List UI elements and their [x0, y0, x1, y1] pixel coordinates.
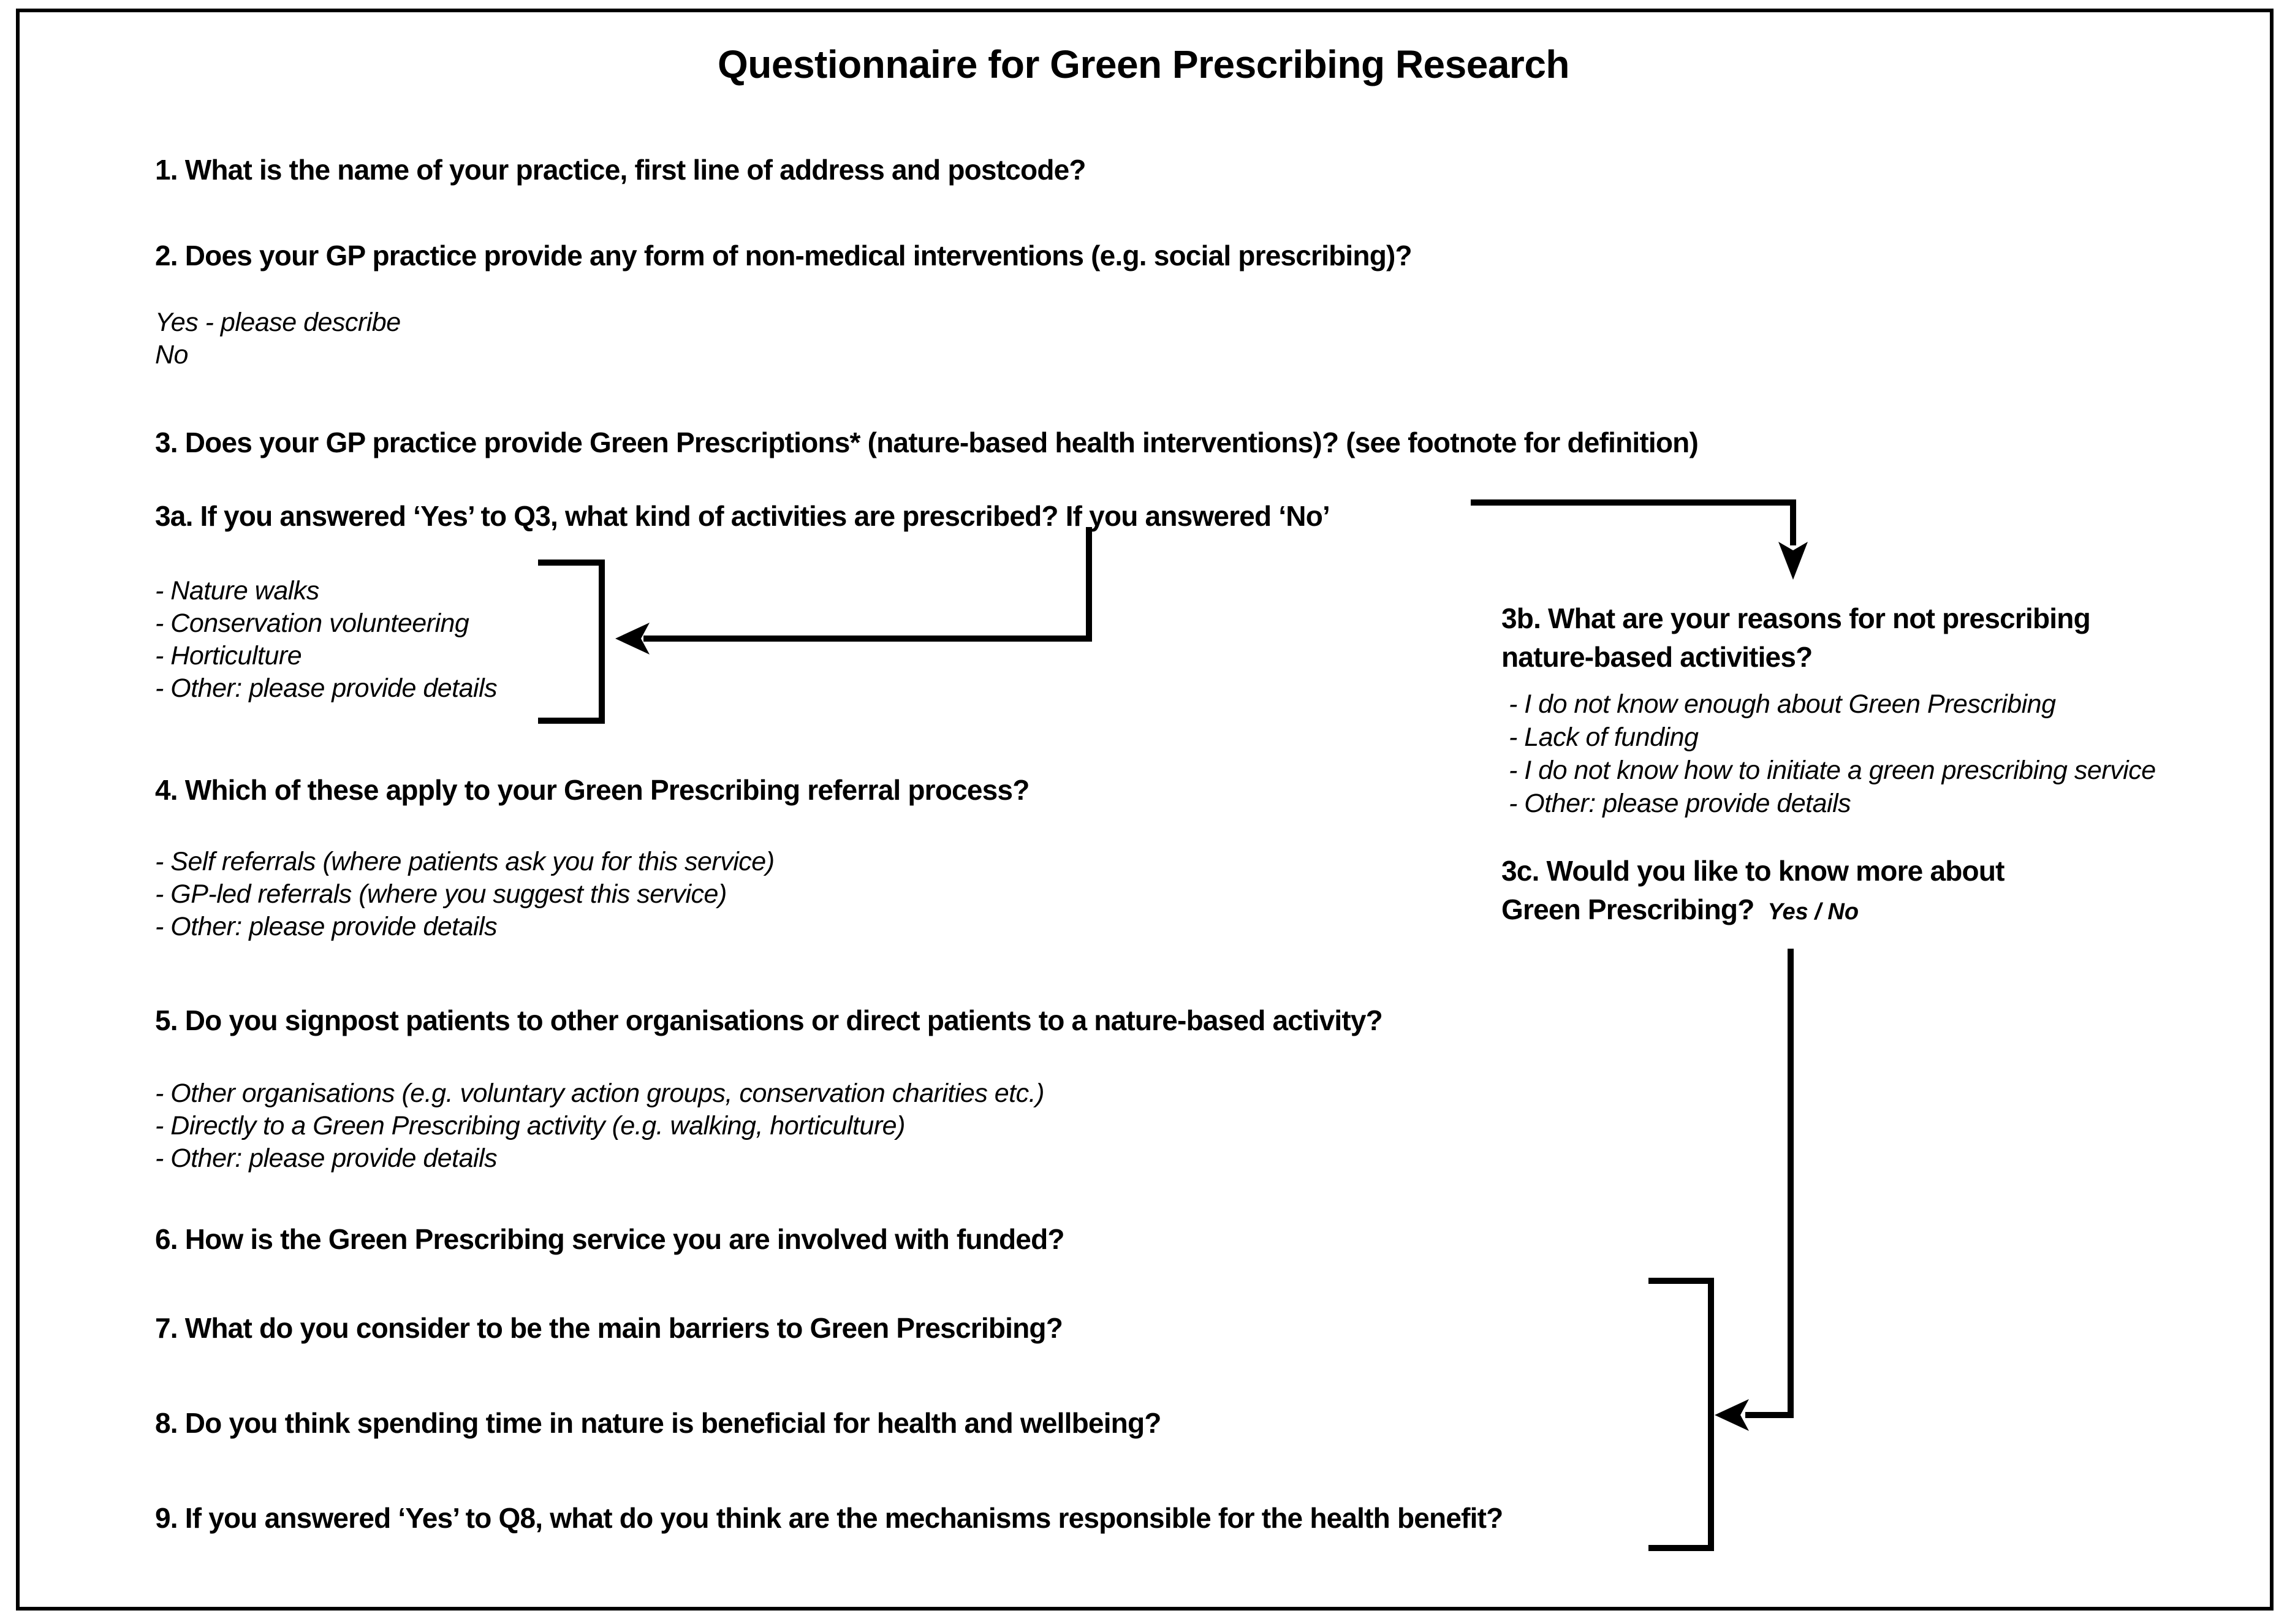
- flow-line-q3a-to-3b: [1471, 503, 1793, 545]
- option: No: [155, 340, 188, 370]
- question-3c-line1: 3c. Would you like to know more about: [1501, 855, 2004, 887]
- q7-q9-bracket: [1648, 1281, 1711, 1548]
- question-3: 3. Does your GP practice provide Green Prescriptions* (nature-based health interventions)? (see footnote for definition): [155, 427, 1698, 458]
- option: - I do not know how to initiate a green prescribing service: [1509, 756, 2156, 785]
- question-9: 9. If you answered ‘Yes’ to Q8, what do you think are the mechanisms responsible for the health benefit?: [155, 1502, 1503, 1534]
- flow-line-3c-to-q8: [1745, 949, 1791, 1415]
- option: - Conservation volunteering: [155, 609, 469, 638]
- question-3c-answers: Yes / No: [1767, 899, 1859, 925]
- question-7: 7. What do you consider to be the main barriers to Green Prescribing?: [155, 1312, 1063, 1344]
- option: - Self referrals (where patients ask you for this service): [155, 847, 775, 876]
- option: - Lack of funding: [1509, 723, 1699, 752]
- option: - GP-led referrals (where you suggest this service): [155, 879, 727, 909]
- question-4: 4. Which of these apply to your Green Prescribing referral process?: [155, 774, 1030, 806]
- option: - Other organisations (e.g. voluntary action groups, conservation charities etc.): [155, 1079, 1044, 1108]
- question-2: 2. Does your GP practice provide any form of non-medical interventions (e.g. social prescribing)?: [155, 240, 1412, 271]
- page-title: Questionnaire for Green Prescribing Research: [717, 42, 1570, 86]
- flow-line-q3a-to-activities: [643, 527, 1089, 639]
- option: Yes - please describe: [155, 308, 401, 337]
- arrowhead-down-to-3b: [1778, 542, 1808, 580]
- option: - Other: please provide details: [155, 912, 498, 941]
- option: - I do not know enough about Green Prescribing: [1509, 689, 2056, 719]
- question-3c-line2-text: Green Prescribing?: [1501, 894, 1754, 925]
- option: - Other: please provide details: [1509, 789, 1851, 818]
- question-1: 1. What is the name of your practice, first line of address and postcode?: [155, 154, 1086, 186]
- question-8: 8. Do you think spending time in nature is beneficial for health and wellbeing?: [155, 1407, 1161, 1439]
- option: - Nature walks: [155, 576, 319, 605]
- option: - Directly to a Green Prescribing activity (e.g. walking, horticulture): [155, 1111, 905, 1140]
- question-3a: 3a. If you answered ‘Yes’ to Q3, what kind of activities are prescribed? If you answered ‘No’: [155, 500, 1330, 532]
- activities-bracket: [538, 563, 602, 721]
- option: - Other: please provide details: [155, 674, 498, 703]
- question-6: 6. How is the Green Prescribing service you are involved with funded?: [155, 1223, 1064, 1255]
- option: - Other: please provide details: [155, 1144, 498, 1173]
- question-3b-line2: nature-based activities?: [1501, 641, 1813, 673]
- arrowhead-left-to-q8: [1715, 1399, 1749, 1431]
- question-3b-line1: 3b. What are your reasons for not prescribing: [1501, 602, 2090, 634]
- question-5: 5. Do you signpost patients to other organisations or direct patients to a nature-based activity?: [155, 1004, 1382, 1036]
- option: - Horticulture: [155, 641, 302, 670]
